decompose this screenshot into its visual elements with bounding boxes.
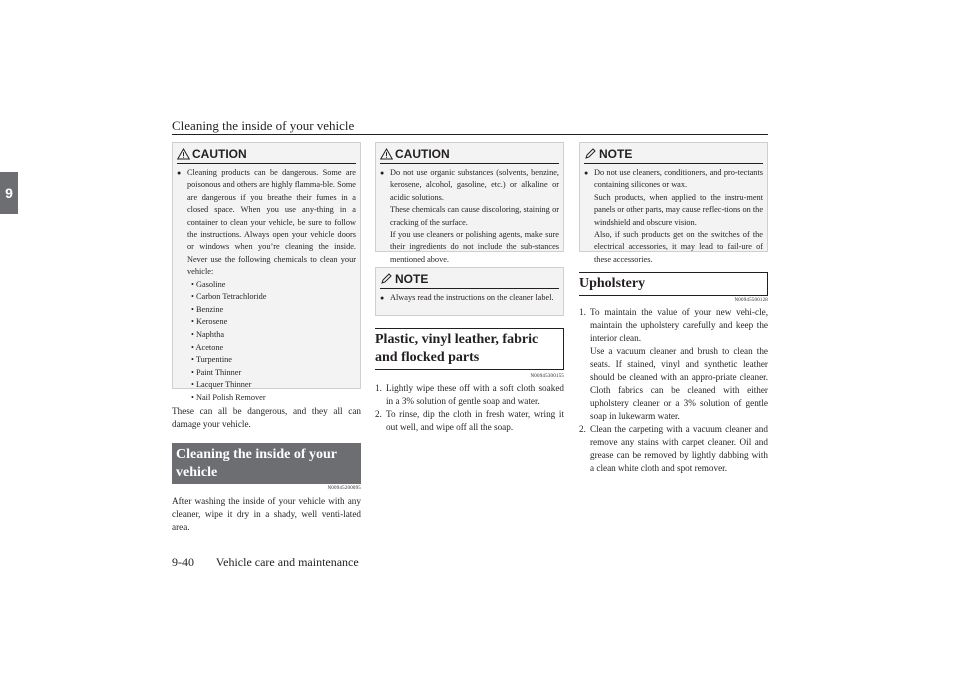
header-rule (172, 134, 768, 135)
note-bullet: ● Do not use cleaners, conditioners, and pro-tectants containing silicones or wax. Such products, when applied to the instru-ment panels or other parts, may cause reflec-tions on the windshield and obscure vision. Also, if such products get on the switches of the electrical accessories, it may lead to fail-ure of these accessories. (584, 167, 763, 266)
page-footer (172, 555, 359, 570)
section-heading-upholstery: Upholstery (579, 272, 768, 296)
column-1 (172, 142, 361, 534)
list-item: • Benzine (191, 304, 356, 317)
after-caution-text: These can all be dangerous, and they all can damage your vehicle. (172, 406, 361, 429)
caution-box (172, 142, 361, 402)
list-item: • Acetone (191, 342, 356, 355)
section-text: After washing the inside of your vehicle with any cleaner, wipe it dry in a shady, well venti-lated area. (172, 496, 361, 532)
note-header (380, 270, 559, 289)
bullet-icon: ● (177, 169, 182, 177)
caution-bullet: ● Do not use organic substances (solvents, benzine, kerosene, alcohol, gasoline, etc.) or alkaline or acidic solutions. These chemicals can cause discoloring, staining or cracking of the surface. If you use cleaners or polishing agents, make sure their ingredients do not include the sub-stances mentioned above. (380, 167, 559, 266)
section-heading-plastic: Plastic, vinyl leather, fabric and flocked parts (375, 328, 564, 370)
section-heading-cleaning: Cleaning the inside of your vehicle (172, 443, 361, 484)
page-title: Cleaning the inside of your vehicle (172, 118, 355, 133)
bullet-icon: ● (584, 169, 589, 177)
steps-list (579, 306, 768, 475)
section-name: Vehicle care and maintenance (215, 555, 359, 569)
caution-header (380, 145, 559, 164)
list-item: • Naphtha (191, 329, 356, 342)
section-code: N00945200095 (327, 486, 361, 491)
column-3 (579, 142, 768, 475)
page-number: 9-40 (172, 555, 194, 569)
caution-label: CAUTION (395, 147, 450, 161)
steps-list (375, 382, 564, 434)
caution-header (177, 145, 356, 164)
section-code: N00945300155 (530, 374, 564, 379)
list-item: 2. To rinse, dip the cloth in fresh water, wring it out well, and wipe off all the soap. (375, 409, 564, 432)
note-box (375, 267, 564, 316)
list-item: 1. Lightly wipe these off with a soft cloth soaked in a 3% solution of gentle soap and water. (375, 383, 564, 406)
note-label: NOTE (395, 272, 429, 286)
pencil-icon (584, 148, 597, 160)
list-item: • Gasoline (191, 279, 356, 292)
list-item: • Kerosene (191, 316, 356, 329)
note-bullet: ● Always read the instructions on the cleaner label. (380, 292, 559, 304)
note-header (584, 145, 763, 164)
warning-icon (380, 148, 393, 160)
caution-box (375, 142, 564, 264)
note-box (579, 142, 768, 264)
bullet-icon: ● (380, 294, 385, 302)
list-item: • Lacquer Thinner (191, 379, 356, 392)
section-code: N00945500128 (734, 298, 768, 303)
list-item: 2. Clean the carpeting with a vacuum cleaner and remove any stains with carpet cleaner. Oil and grease can be removed by lightly dabbing with a clean white cloth and spot remover. (579, 424, 768, 473)
bullet-icon: ● (380, 169, 385, 177)
caution-bullet: ● Cleaning products can be dangerous. Some are poisonous and others are highly flamma-ble. Some are dangerous if you breathe their fumes in a closed space. When you use any-thing in a container to clean your vehicle, be sure to follow the instructions. Always open your vehicle doors or windows when you’re cleaning the inside. Never use the following chemicals to clean your vehicle: (177, 167, 356, 279)
column-2 (375, 142, 564, 434)
list-item: • Paint Thinner (191, 367, 356, 380)
list-item: • Turpentine (191, 354, 356, 367)
list-item: • Nail Polish Remover (191, 392, 356, 405)
list-item: 1. To maintain the value of your new vehi-cle, maintain the upholstery carefully and keep the interior clean. Use a vacuum cleaner and brush to clean the seats. If stained, vinyl and synthetic leather should be cleaned with an appro-priate cleaner. Cloth fabrics can be cleaned with either upholstery cleaner or a 3% solution of gentle soap in lukewarm water. (579, 307, 768, 421)
chemical-list (177, 279, 356, 405)
pencil-icon (380, 273, 393, 285)
chapter-tab: 9 (0, 172, 18, 214)
warning-icon (177, 148, 190, 160)
note-label: NOTE (599, 147, 633, 161)
list-item: • Carbon Tetrachloride (191, 291, 356, 304)
caution-label: CAUTION (192, 147, 247, 161)
